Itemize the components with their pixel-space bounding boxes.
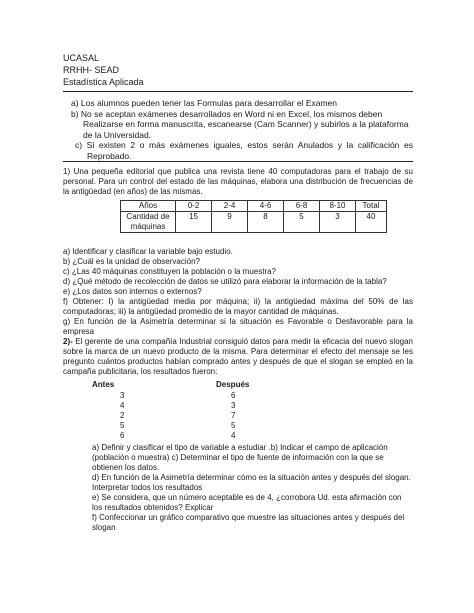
- frequency-table: [120, 200, 387, 233]
- antes-header: Antes: [92, 380, 115, 389]
- table-header-cell: 4-6: [248, 201, 284, 212]
- rule-b: b) No se aceptan exámenes desarrollados en Word ni en Excel, los mismos deben Realizarse en forma manuscrita, escanearse (Cam Scanner) y subirlos a la plataforma de la Universidad.: [71, 108, 409, 140]
- table-header-cell: 6-8: [284, 201, 320, 212]
- despues-value: 6: [231, 391, 236, 400]
- problem2-questions: [92, 443, 413, 533]
- rules-list: [63, 98, 413, 161]
- table-cell: 8: [248, 212, 284, 233]
- rule-c: c) Si existen 2 o más exámenes iguales, estos serán Anulados y la calificación es Reprobado.: [75, 140, 413, 161]
- department-name: RRHH- SEAD: [63, 65, 120, 75]
- problem2-number: 2)-: [63, 337, 73, 346]
- despues-value: 7: [231, 411, 236, 420]
- header-divider: [63, 91, 413, 92]
- table-header-cell: 0-2: [176, 201, 212, 212]
- table-row: [121, 212, 387, 233]
- problem1-questions: [63, 247, 413, 337]
- despues-value: 5: [231, 421, 236, 430]
- rules-divider: [63, 161, 413, 162]
- antes-value: 2: [120, 411, 125, 420]
- rule-a: a) Los alumnos pueden tener las Formulas para desarrollar el Examen: [71, 98, 337, 108]
- table-cell: 9: [212, 212, 248, 233]
- table-cell: 5: [284, 212, 320, 233]
- antes-value: 4: [120, 401, 125, 410]
- question-1f: f) Obtener: I) la antigüedad media por máquina; ii) la antigüedad máxima del 50% de las computadoras; iii) la antigüedad promedio de la mayor cantidad de máquinas.: [63, 297, 413, 316]
- question-2f: f) Confeccionar un gráfico comparativo que muestre las situaciones antes y después del slogan: [92, 513, 405, 532]
- table-header-cell: Total: [356, 201, 387, 212]
- antes-value: 5: [120, 421, 125, 430]
- question-1a: a) Identificar y clasificar la variable bajo estudio.: [63, 247, 233, 256]
- antes-values: [120, 391, 124, 441]
- despues-value: 4: [231, 431, 236, 440]
- question-2abc: a) Definir y clasificar el tipo de variable a estudiar .b) Indicar el campo de aplicación (población o muestra) c) Determinar el tipo de fuente de información con la que se obtienen los datos.: [92, 443, 388, 472]
- table-row-label: Cantidad de máquinas: [121, 212, 176, 233]
- question-1g: g) En función de la Asimetría determinar si la situación es Favorable o Desfavorable para la empresa: [63, 317, 413, 336]
- question-1c: c) ¿Las 40 máquinas constituyen la población o la muestra?: [63, 267, 277, 276]
- table-header-row: [121, 201, 387, 212]
- table-cell: 15: [176, 212, 212, 233]
- question-2e: e) Se considera, que un número aceptable es de 4, ¿corrobora Ud. esta afirmación con los resultados obtenidos? Explicar: [92, 493, 402, 512]
- despues-value: 3: [231, 401, 236, 410]
- question-1b: b) ¿Cuál es la unidad de observación?: [63, 257, 200, 266]
- table-header-cell: 8-10: [320, 201, 356, 212]
- table-header-cell: 2-4: [212, 201, 248, 212]
- despues-values: [231, 391, 235, 441]
- problem1-intro: 1) Una pequeña editorial que publica una revista tiene 40 computadoras para el trabajo de su personal. Para un control del estado de las máquinas, elabora una distribución de frecuencias de la antigüedad (en años) de las mismas.: [63, 167, 413, 196]
- antes-value: 3: [120, 391, 125, 400]
- table-cell: 3: [320, 212, 356, 233]
- question-2d: d) En función de la Asimetría determinar cómo es la situación antes y después del slogan. Interpretar todos los resultados: [92, 473, 411, 492]
- problem2-intro: [63, 337, 413, 377]
- table-cell: 40: [356, 212, 387, 233]
- antes-value: 6: [120, 431, 125, 440]
- despues-header: Después: [216, 380, 250, 389]
- institution-name: UCASAL: [63, 53, 100, 63]
- course-name: Estadística Aplicada: [63, 77, 144, 87]
- question-1e: e) ¿Los datos son internos o externos?: [63, 287, 202, 296]
- table-header-cell: Años: [121, 201, 176, 212]
- question-1d: d) ¿Qué método de recolección de datos se utilizó para elaborar la información de la tabla?: [63, 277, 387, 286]
- problem2-intro-text: El gerente de una compañía Industrial consiguió datos para medir la eficacia del nuevo slogan sobre la marca de un nuevo producto de la misma. Para determinar el efecto del mensaje se les pregunto cuántos productos habían comprado antes y después de que el slogan se empleó en la campaña publicitaria, los resultados fueron:: [63, 337, 413, 376]
